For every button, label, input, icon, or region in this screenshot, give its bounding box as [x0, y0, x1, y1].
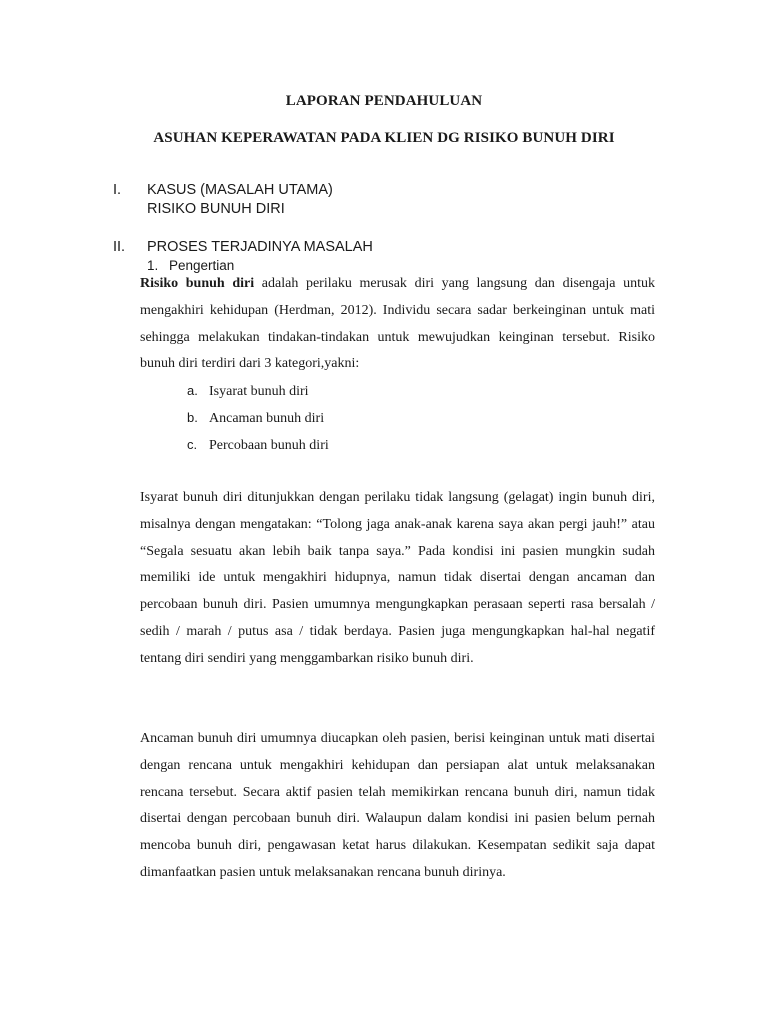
list-item [187, 383, 309, 400]
list-item-letter: a. [187, 383, 198, 398]
section-1-heading: KASUS (MASALAH UTAMA) [147, 182, 333, 198]
list-item-text: Percobaan bunuh diri [209, 438, 329, 453]
list-item-letter: b. [187, 410, 198, 425]
list-item-text: Ancaman bunuh diri [209, 411, 325, 426]
list-item [187, 410, 324, 427]
list-item-letter: c. [187, 437, 198, 452]
paragraph-isyarat: Isyarat bunuh diri ditunjukkan dengan perilaku tidak langsung (gelagat) ingin bunuh diri, misalnya dengan mengatakan: “Tolong jaga anak-anak karena saya akan pergi jauh!” atau “Segala sesuatu akan lebih baik tanpa saya.” Pada kondisi ini pasien mungkin sudah memiliki ide untuk mengakhiri hidupnya, namun tidak disertai dengan ancaman dan percobaan bunuh diri. Pasien umumnya mengungkapkan perasaan seperti rasa bersalah / sedih / marah / putus asa / tidak berdaya. Pasien juga mengungkapkan hal-hal negatif tentang diri sendiri yang menggambarkan risiko bunuh diri. [140, 490, 655, 666]
document-subtitle: ASUHAN KEPERAWATAN PADA KLIEN DG RISIKO BUNUH DIRI [153, 130, 615, 146]
paragraph-definition [140, 271, 655, 378]
section-2-heading: PROSES TERJADINYA MASALAH [147, 239, 373, 255]
section-2-number: II. [113, 239, 126, 255]
section-1-number: I. [113, 182, 122, 198]
bold-term: Risiko bunuh diri [140, 276, 255, 291]
document-title: LAPORAN PENDAHULUAN [285, 93, 483, 109]
section-1-line2: RISIKO BUNUH DIRI [147, 201, 285, 217]
list-item [187, 437, 329, 454]
list-item-text: Isyarat bunuh diri [209, 384, 309, 399]
paragraph-ancaman: Ancaman bunuh diri umumnya diucapkan oleh pasien, berisi keinginan untuk mati disertai dengan rencana untuk mengakhiri kehidupan dan persiapan alat untuk melaksanakan rencana tersebut. Secara aktif pasien telah memikirkan rencana bunuh diri, namun tidak disertai dengan percobaan bunuh diri. Walaupun dalam kondisi ini pasien belum pernah mencoba bunuh diri, pengawasan ketat harus dilakukan. Kesempatan sedikit saja dapat dimanfaatkan pasien untuk melaksanakan rencana bunuh dirinya. [140, 731, 655, 880]
paragraph-definition-text: adalah perilaku merusak diri yang langsung dan disengaja untuk mengakhiri kehidupan (Herdman, 2012). Individu secara sadar berkeinginan untuk mati sehingga melakukan tindakan-tindakan untuk mewujudkan keinginan tersebut. Risiko bunuh diri terdiri dari 3 kategori,yakni: [140, 276, 655, 372]
subsection-number: 1. [147, 258, 159, 273]
subsection-title: Pengertian [169, 258, 235, 273]
